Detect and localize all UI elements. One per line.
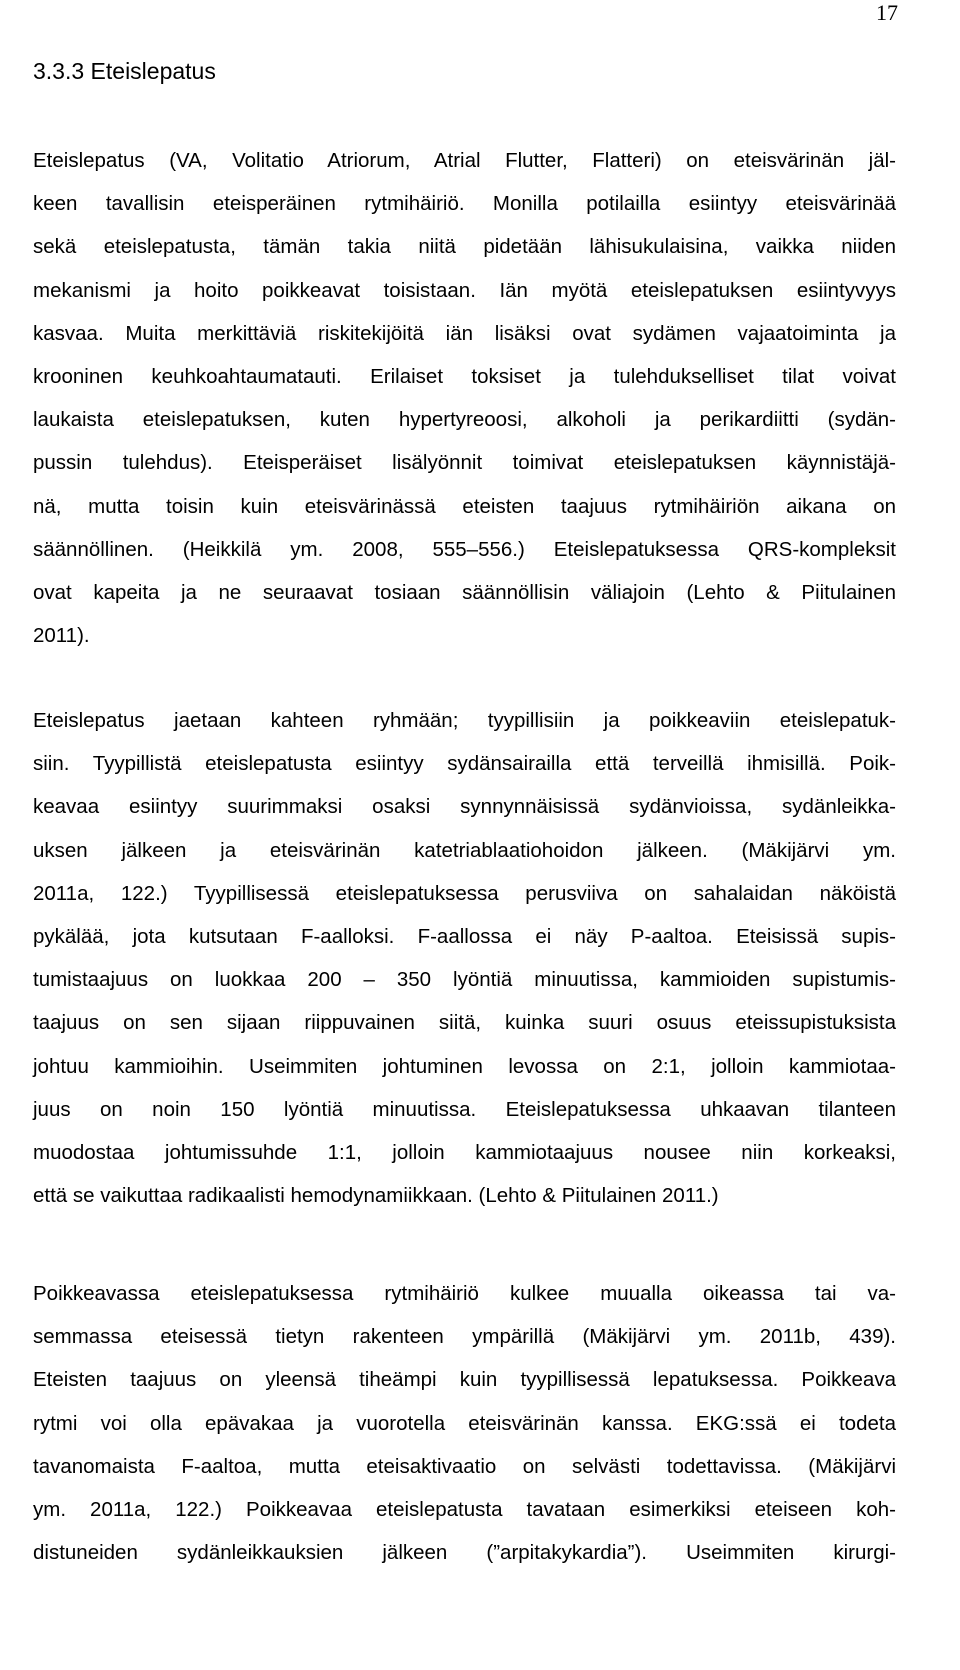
text-line: juus on noin 150 lyöntiä minuutissa. Eteislepatuksessa uhkaavan tilanteen: [33, 1097, 896, 1121]
text-line: Eteislepatus (VA, Volitatio Atriorum, Atrial Flutter, Flatteri) on eteisvärinän jäl-: [33, 149, 896, 172]
text-line: ym. 2011a, 122.) Poikkeavaa eteislepatusta tavataan esimerkiksi eteiseen koh-: [33, 1498, 896, 1522]
text-line: Eteislepatus jaetaan kahteen ryhmään; tyypillisiin ja poikkeaviin eteislepatuk-: [33, 709, 896, 732]
text-line: johtuu kammioihin. Useimmiten johtuminen levossa on 2:1, jolloin kammiotaa-: [33, 1054, 896, 1078]
text-line: sekä eteislepatusta, tämän takia niitä pidetään lähisukulaisina, vaikka niiden: [33, 235, 896, 259]
paragraph-3: [33, 1272, 896, 1574]
text-line: pykälää, jota kutsutaan F-aalloksi. F-aallossa ei näy P-aaltoa. Eteisissä supis-: [33, 925, 896, 949]
text-line: tumistaajuus on luokkaa 200 – 350 lyöntiä minuutissa, kammioiden supistumis-: [33, 968, 896, 992]
text-line: uksen jälkeen ja eteisvärinän katetriablaatiohoidon jälkeen. (Mäkijärvi ym.: [33, 838, 896, 862]
text-line: että se vaikuttaa radikaalisti hemodynamiikkaan. (Lehto & Piitulainen 2011.): [33, 1184, 719, 1208]
text-line: 2011a, 122.) Tyypillisessä eteislepatuksessa perusviiva on sahalaidan näköistä: [33, 881, 896, 905]
paragraph-2: [33, 699, 896, 1217]
text-line: muodostaa johtumissuhde 1:1, jolloin kammiotaajuus nousee niin korkeaksi,: [33, 1141, 896, 1165]
text-line: semmassa eteisessä tietyn rakenteen ympärillä (Mäkijärvi ym. 2011b, 439).: [33, 1325, 896, 1349]
text-line: distuneiden sydänleikkauksien jälkeen (”arpitakykardia”). Useimmiten kirurgi-: [33, 1541, 896, 1565]
paragraph-1: [33, 139, 896, 657]
text-line: Eteisten taajuus on yleensä tiheämpi kuin tyypillisessä lepatuksessa. Poikkeava: [33, 1368, 896, 1392]
text-line: Poikkeavassa eteislepatuksessa rytmihäiriö kulkee muualla oikeassa tai va-: [33, 1282, 896, 1305]
text-line: laukaista eteislepatuksen, kuten hypertyreoosi, alkoholi ja perikardiitti (sydän-: [33, 408, 896, 432]
text-line: krooninen keuhkoahtaumatauti. Erilaiset toksiset ja tulehdukselliset tilat voivat: [33, 365, 896, 389]
text-line: mekanismi ja hoito poikkeavat toisistaan. Iän myötä eteislepatuksen esiintyvyys: [33, 278, 896, 302]
text-line: tavanomaista F-aaltoa, mutta eteisaktivaatio on selvästi todettavissa. (Mäkijärvi: [33, 1454, 896, 1478]
text-line: nä, mutta toisin kuin eteisvärinässä eteisten taajuus rytmihäiriön aikana on: [33, 494, 896, 518]
text-line: pussin tulehdus). Eteisperäiset lisälyönnit toimivat eteislepatuksen käynnistäjä-: [33, 451, 896, 475]
text-line: kasvaa. Muita merkittäviä riskitekijöitä iän lisäksi ovat sydämen vajaatoiminta ja: [33, 321, 896, 345]
text-line: 2011).: [33, 624, 90, 648]
text-line: säännöllinen. (Heikkilä ym. 2008, 555–556.) Eteislepatuksessa QRS-kompleksit: [33, 537, 896, 561]
section-heading: 3.3.3 Eteislepatus: [33, 58, 216, 84]
text-line: rytmi voi olla epävakaa ja vuorotella eteisvärinän kanssa. EKG:ssä ei todeta: [33, 1411, 896, 1435]
text-line: siin. Tyypillistä eteislepatusta esiintyy sydänsairailla että terveillä ihmisillä. Poik-: [33, 752, 896, 776]
text-line: ovat kapeita ja ne seuraavat tosiaan säännöllisin väliajoin (Lehto & Piitulainen: [33, 581, 896, 605]
page-number: 17: [876, 0, 898, 25]
text-line: keen tavallisin eteisperäinen rytmihäiriö. Monilla potilailla esiintyy eteisvärinää: [33, 192, 896, 216]
text-line: keavaa esiintyy suurimmaksi osaksi synnynnäisissä sydänvioissa, sydänleikka-: [33, 795, 896, 819]
text-line: taajuus on sen sijaan riippuvainen siitä, kuinka suuri osuus eteissupistuksista: [33, 1011, 896, 1035]
